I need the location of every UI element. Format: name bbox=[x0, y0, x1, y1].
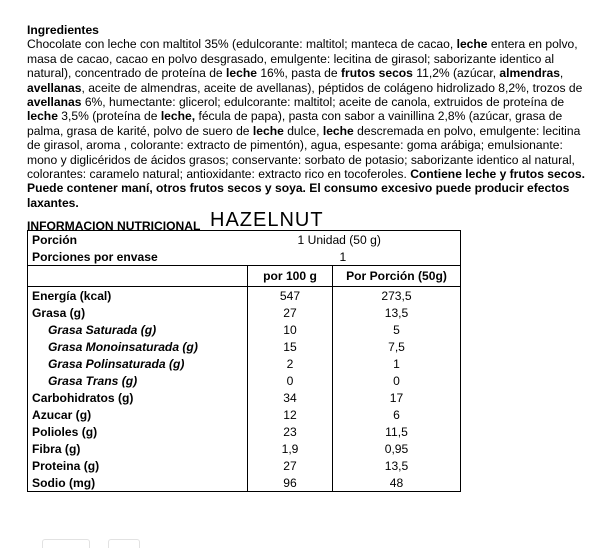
nutrient-per100: 0 bbox=[248, 372, 333, 389]
nutrient-row bbox=[28, 287, 461, 305]
nutrient-row bbox=[28, 406, 461, 423]
nutrient-perserving: 0 bbox=[333, 372, 461, 389]
servings-row bbox=[28, 248, 461, 266]
nutrient-row bbox=[28, 457, 461, 474]
nutrient-label: Polioles (g) bbox=[28, 423, 248, 440]
nutrient-label: Proteina (g) bbox=[28, 457, 248, 474]
product-variant: HAZELNUT bbox=[210, 209, 324, 231]
ingredient-segment: 3,5% (proteína de bbox=[57, 109, 161, 124]
nutrient-per100: 27 bbox=[248, 304, 333, 321]
ingredient-segment: fécula de papa), pasta con sabor a vainillina 2,8% (azúcar, grasa de palma, grasa de karité, polvo de suero de bbox=[27, 109, 563, 138]
nutrient-perserving: 1 bbox=[333, 355, 461, 372]
allergen-highlight: leche bbox=[252, 123, 284, 138]
column-header-per100: por 100 g bbox=[248, 266, 333, 287]
nutrient-perserving: 11,5 bbox=[333, 423, 461, 440]
nutrient-row bbox=[28, 321, 461, 338]
nutrient-row bbox=[28, 474, 461, 492]
ingredient-segment: , aceite de almendras, aceite de avellanas), péptidos de colágeno hidrolizado 8,2%, trozos de bbox=[81, 80, 583, 95]
nutrient-per100: 2 bbox=[248, 355, 333, 372]
ingredient-segment: entera en polvo, masa de cacao, cacao en polvo desgrasado, emulgente: lecitina de girasol; saborizante identico al natural), concentrado de proteína de bbox=[27, 37, 578, 81]
ingredient-segment: dulce, bbox=[283, 123, 323, 138]
nutrient-perserving: 48 bbox=[333, 474, 461, 492]
nutrient-label: Grasa (g) bbox=[28, 304, 248, 321]
nutrient-row bbox=[28, 355, 461, 372]
ingredients-block bbox=[27, 23, 587, 210]
nutrient-row bbox=[28, 440, 461, 457]
column-header-blank bbox=[28, 266, 248, 287]
nutrition-table bbox=[27, 230, 461, 492]
allergen-highlight: leche bbox=[226, 66, 257, 81]
nutrient-label: Sodio (mg) bbox=[28, 474, 248, 492]
allergen-warning: Contiene leche y frutos secos. Puede contener maní, otros frutos secos y soya. El consumo excesivo puede producir efectos laxantes. bbox=[27, 167, 585, 210]
nutrient-per100: 34 bbox=[248, 389, 333, 406]
nutrient-perserving: 13,5 bbox=[333, 457, 461, 474]
cropped-edge-mark bbox=[108, 539, 140, 548]
nutrient-perserving: 7,5 bbox=[333, 338, 461, 355]
ingredients-text bbox=[27, 37, 582, 181]
allergen-highlight: almendras bbox=[499, 66, 560, 81]
servings-label: Porciones por envase bbox=[28, 248, 248, 266]
allergen-highlight: frutos secos bbox=[341, 66, 413, 81]
ingredient-segment: 16%, pasta de bbox=[256, 66, 341, 81]
nutrient-label: Grasa Polinsaturada (g) bbox=[28, 355, 248, 372]
cropped-edge-mark bbox=[42, 539, 90, 548]
ingredient-segment: descremada en polvo, emulgente: lecitina de girasol, aroma , colorante: extracto de pimentón), agua, espesante: goma arábiga; emulsionante: mono y diglicéridos de ácidos grasos; conservante: sorbato de potasio; saborizante identico al natural, colorantes: caramelo natural; antioxidante: extracto rico en tocoferoles. bbox=[27, 123, 581, 182]
ingredient-segment: 11,2% (azúcar, bbox=[412, 66, 500, 81]
nutrient-perserving: 17 bbox=[333, 389, 461, 406]
nutrient-perserving: 273,5 bbox=[333, 287, 461, 305]
allergen-highlight: leche bbox=[456, 37, 488, 52]
allergen-highlight: leche, bbox=[160, 109, 196, 124]
nutrient-per100: 23 bbox=[248, 423, 333, 440]
nutrient-per100: 96 bbox=[248, 474, 333, 492]
column-header-row bbox=[28, 266, 461, 287]
nutrition-title: INFORMACION NUTRICIONAL bbox=[27, 219, 201, 233]
nutrient-per100: 12 bbox=[248, 406, 333, 423]
nutrient-row bbox=[28, 389, 461, 406]
nutrient-perserving: 0,95 bbox=[333, 440, 461, 457]
nutrient-label: Azucar (g) bbox=[28, 406, 248, 423]
serving-label: Porción bbox=[28, 231, 248, 249]
nutrient-per100: 27 bbox=[248, 457, 333, 474]
ingredient-segment: Chocolate con leche con maltitol 35% (edulcorante: maltitol; manteca de cacao, bbox=[27, 37, 457, 52]
allergen-highlight: leche bbox=[322, 123, 354, 138]
nutrient-per100: 15 bbox=[248, 338, 333, 355]
nutrient-label: Grasa Trans (g) bbox=[28, 372, 248, 389]
nutrient-label: Fibra (g) bbox=[28, 440, 248, 457]
nutrient-per100: 1,9 bbox=[248, 440, 333, 457]
nutrient-label: Grasa Monoinsaturada (g) bbox=[28, 338, 248, 355]
nutrient-row bbox=[28, 304, 461, 321]
allergen-highlight: avellanas bbox=[27, 80, 82, 95]
nutrient-label: Carbohidratos (g) bbox=[28, 389, 248, 406]
serving-value: 1 Unidad (50 g) bbox=[248, 231, 461, 249]
nutrient-perserving: 5 bbox=[333, 321, 461, 338]
serving-row bbox=[28, 231, 461, 249]
ingredient-segment: 6%, humectante: glicerol; edulcorante: maltitol; aceite de canola, extruidos de proteína de bbox=[81, 95, 565, 110]
nutrient-perserving: 13,5 bbox=[333, 304, 461, 321]
ingredients-heading: Ingredientes bbox=[27, 23, 99, 37]
allergen-highlight: avellanas bbox=[27, 95, 82, 110]
nutrient-row bbox=[28, 372, 461, 389]
nutrient-label: Grasa Saturada (g) bbox=[28, 321, 248, 338]
allergen-highlight: leche bbox=[27, 109, 58, 124]
ingredient-segment: , bbox=[559, 66, 564, 81]
nutrient-per100: 547 bbox=[248, 287, 333, 305]
nutrient-row bbox=[28, 338, 461, 355]
servings-value: 1 bbox=[248, 248, 461, 266]
nutrient-perserving: 6 bbox=[333, 406, 461, 423]
nutrient-label: Energía (kcal) bbox=[28, 287, 248, 305]
nutrient-per100: 10 bbox=[248, 321, 333, 338]
column-header-perserving: Por Porción (50g) bbox=[333, 266, 461, 287]
nutrient-row bbox=[28, 423, 461, 440]
